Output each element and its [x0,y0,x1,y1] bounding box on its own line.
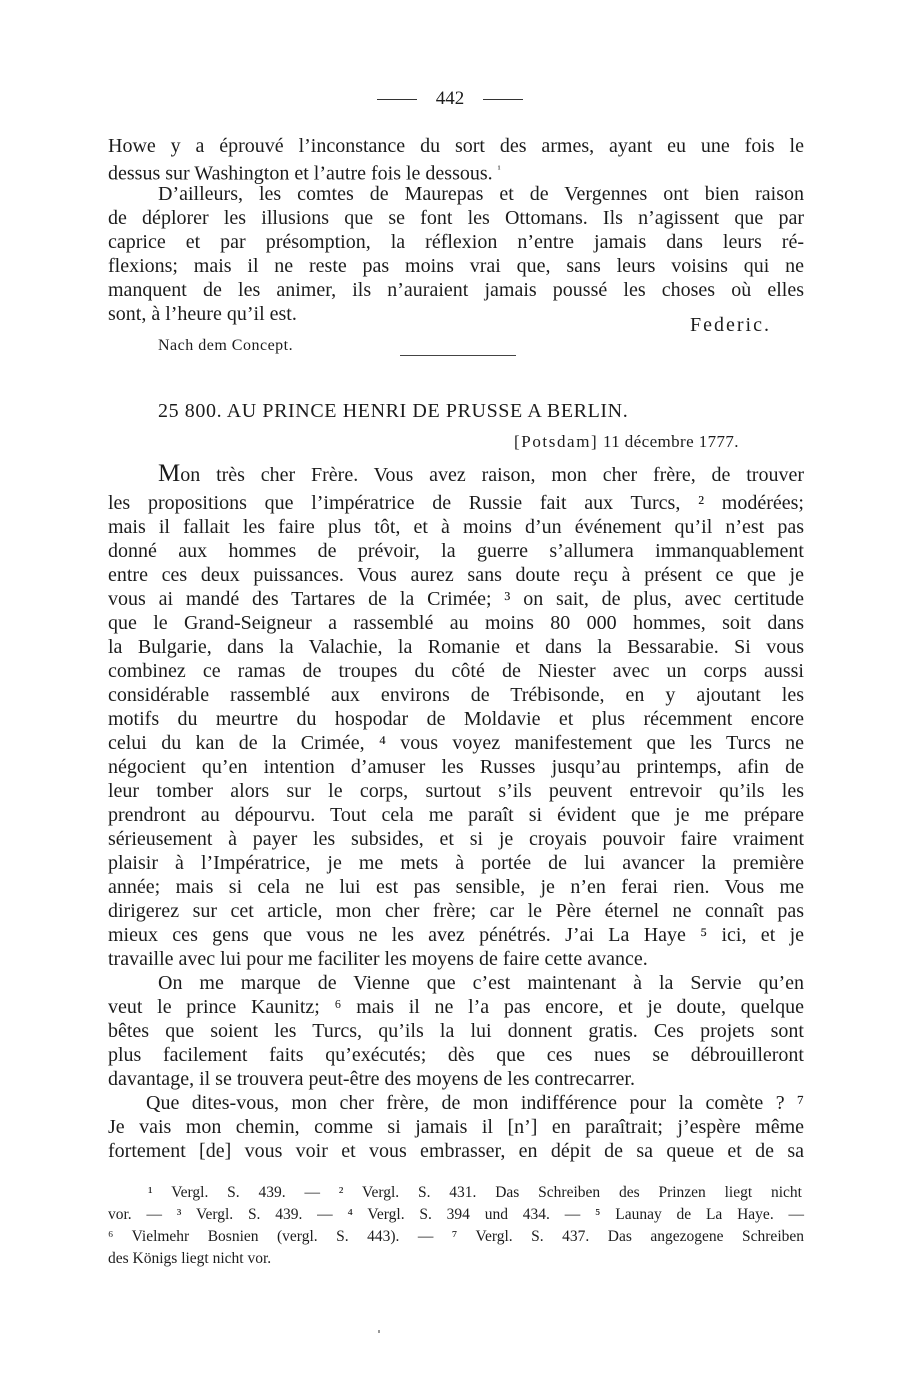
text-line: bêtes que soient les Turcs, qu’ils la lui donnent gratis. Ces projets sont [108,1020,804,1042]
page-number-text: 442 [435,88,465,109]
text-line: travaille avec lui pour me faciliter les moyens de faire cette avance. [108,948,648,970]
text-line: que le Grand-Seigneur a rassemblé au moins 80 000 hommes, soit dans [108,612,804,634]
letter-heading: 25 800. AU PRINCE HENRI DE PRUSSE A BERLIN. [158,400,629,422]
text-line [158,462,804,487]
text-line: motifs du meurtre du hospodar de Moldavie et plus récemment encore [108,708,804,730]
source-note: Nach dem Concept. [158,337,294,354]
text-line: dirigerez sur cet article, mon cher frère; car le Père éternel ne connaît pas [108,900,804,922]
text-line: de déplorer les illusions que se font les Ottomans. Ils n’agissent que par [108,207,804,229]
text-line: D’ailleurs, les comtes de Maurepas et de Vergennes ont bien raison [158,183,804,205]
footnote-line: des Königs liegt nicht vor. [108,1250,272,1267]
text-line: la Bulgarie, dans la Valachie, la Romanie et dans la Bessarabie. Si vous [108,636,804,658]
text-line: Howe y a éprouvé l’inconstance du sort des armes, ayant eu une fois le [108,135,804,157]
text-line: flexions; mais il ne reste pas moins vrai que, sans leurs voisins qui ne [108,255,804,277]
footnote-line: ⁶ Vielmehr Bosnien (vergl. S. 443). — ⁷ Vergl. S. 437. Das angezogene Schreiben [108,1228,804,1245]
dateline-place: [Potsdam] [514,432,599,451]
text-line: fortement [de] vous voir et vous embrasser, en dépit de sa queue et de sa [108,1140,804,1162]
text-line: sont, à l’heure qu’il est. [108,303,297,325]
text-line: leur tomber alors sur le corps, surtout s’ils peuvent entrevoir qu’ils les [108,780,804,802]
text-line: prendront au dépourvu. Tout cela me paraît si évident que je me prépare [108,804,804,826]
text-line: les propositions que l’impératrice de Russie fait aux Turcs, ² modérées; [108,492,804,514]
dateline [514,432,739,452]
folio-dash-left [377,99,417,100]
text-line: caprice et par présomption, la réflexion n’entre jamais dans leurs ré- [108,231,804,253]
text-line-content: dessus sur Washington et l’autre fois le dessous. [108,162,493,185]
text-line: celui du kan de la Crimée, ⁴ vous voyez manifestement que les Turcs ne [108,732,804,754]
page-number [0,88,900,110]
drop-initial: M [158,460,181,487]
folio-dash-right [483,99,523,100]
text-line: négocient qu’en intention d’amuser les Russes jusqu’au printemps, afin de [108,756,804,778]
footnote-line: vor. — ³ Vergl. S. 439. — ⁴ Vergl. S. 394 und 434. — ⁵ Launay de La Haye. — [108,1206,804,1223]
signature: Federic. [690,314,771,336]
text-line: Que dites-vous, mon cher frère, de mon indifférence pour la comète ? ⁷ [146,1092,804,1114]
text-line: plus facilement faits qu’exécutés; dès que ces nues se débrouilleront [108,1044,804,1066]
footnote-marker: ¹ [497,164,501,175]
text-line: On me marque de Vienne que c’est maintenant à la Servie qu’en [158,972,804,994]
text-line: davantage, il se trouvera peut-être des moyens de les contrecarrer. [108,1068,635,1090]
text-line: année; mais si cela ne lui est pas sensible, je n’en ferai rien. Vous me [108,876,804,898]
text-line: Je vais mon chemin, comme si jamais il [n’] en paraîtrait; j’espère même [108,1116,804,1138]
text-line: veut le prince Kaunitz; ⁶ mais il ne l’a pas encore, et je doute, quelque [108,996,804,1018]
text-line: entre ces deux puissances. Vous aurez sans doute reçu à présent ce que je [108,564,804,586]
text-line: considérable rassemblé aux environs de Trébisonde, en y ajoutant les [108,684,804,706]
text-line: plaisir à l’Impératrice, je me mets à portée de lui avancer la première [108,852,804,874]
text-line: mieux ces gens que vous ne les avez pénétrés. J’ai La Haye ⁵ ici, et je [108,924,804,946]
scan-speck [378,1330,380,1333]
section-divider [400,355,516,356]
footnote-line: ¹ Vergl. S. 439. — ² Vergl. S. 431. Das Schreiben des Prinzen liegt nicht [148,1184,802,1201]
text-line: mais il fallait les faire plus tôt, et à moins d’un événement qu’il n’est pas [108,516,804,538]
dateline-date: 11 décembre 1777. [602,432,739,451]
text-line: combinez ce ramas de troupes du côté de Niester avec un corps aussi [108,660,804,682]
text-line: sérieusement à payer les subsides, et si je croyais pouvoir faire vraiment [108,828,804,850]
text-line: vous ai mandé des Tartares de la Crimée; ³ on sait, de plus, avec certitude [108,588,804,610]
text-line: manquent de les animer, ils n’auraient jamais poussé les choses où elles [108,279,804,301]
text-line-content: on très cher Frère. Vous avez raison, mon cher frère, de trouver [180,464,804,486]
text-line: donné aux hommes de prévoir, la guerre s’allumera immanquablement [108,540,804,562]
